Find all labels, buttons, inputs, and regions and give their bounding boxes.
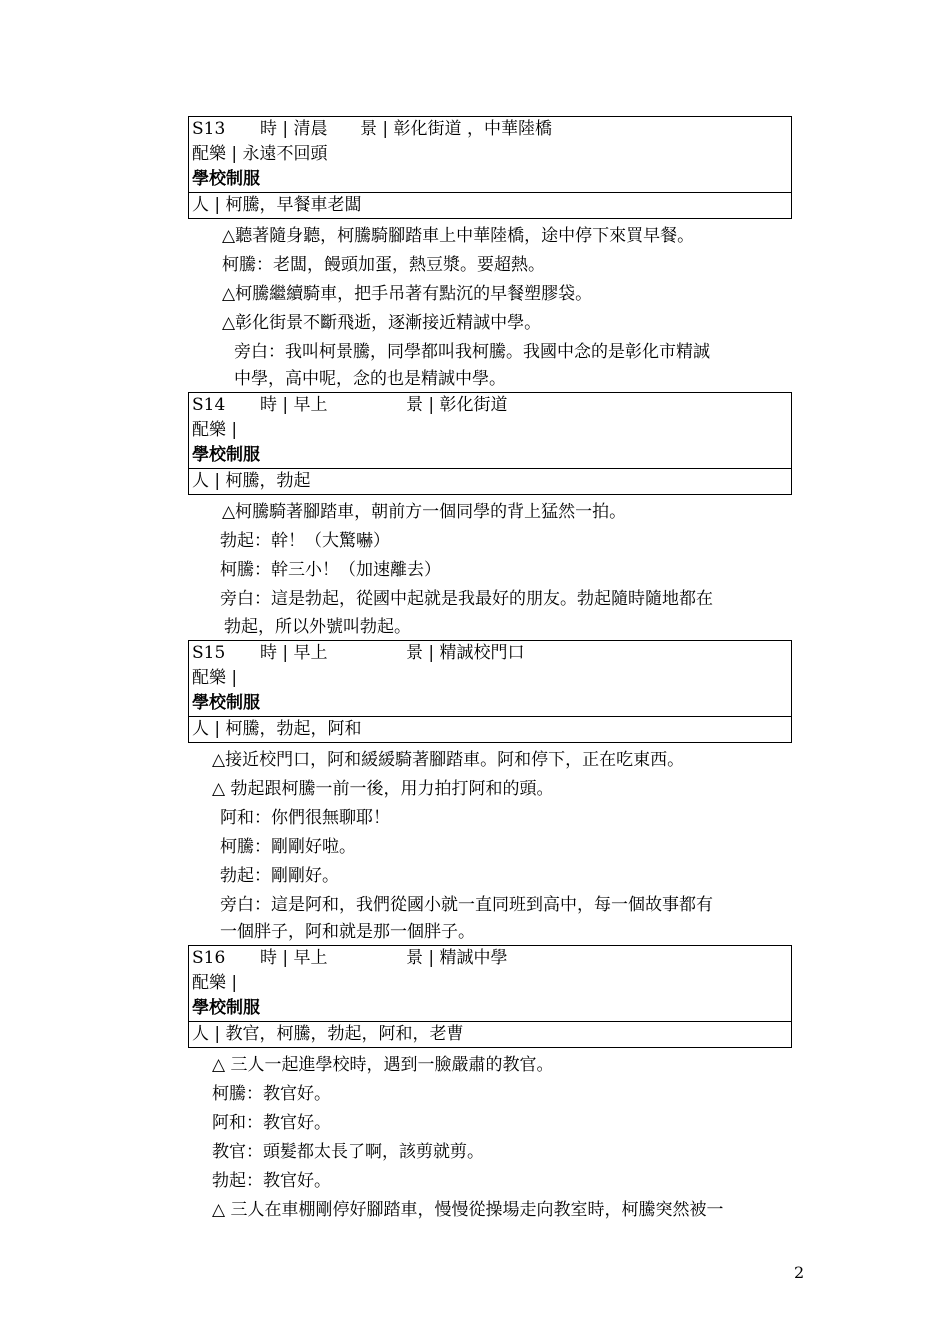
scene-info-row [189, 641, 791, 666]
script-line: 中學，高中呢，念的也是精誠中學。 [234, 369, 506, 389]
scene-costume: 學校制服 [192, 169, 260, 189]
scene-place: 景 | 彰化街道 ，中華陸橋 [360, 119, 552, 139]
scene-code: S15 [192, 643, 226, 663]
scene-time: 時 | 早上 [260, 948, 328, 968]
scene-info-row [189, 946, 791, 971]
scene-header-s16 [188, 945, 792, 1048]
script-line: △ 勃起跟柯騰一前一後，用力拍打阿和的頭。 [212, 779, 554, 799]
scene-music: 配樂 | [192, 973, 238, 993]
scene-place: 景 | 精誠中學 [406, 948, 508, 968]
script-line: 旁白：我叫柯景騰，同學都叫我柯騰。我國中念的是彰化市精誠 [234, 342, 710, 362]
script-line: 阿和：教官好。 [212, 1113, 331, 1133]
script-line: △聽著隨身聽，柯騰騎腳踏車上中華陸橋，途中停下來買早餐。 [222, 226, 695, 246]
script-line: 阿和：你們很無聊耶！ [220, 808, 390, 828]
scene-people: 人 | 柯騰，勃起，阿和 [189, 716, 791, 742]
scene-music: 配樂 | [192, 420, 238, 440]
script-line: 教官：頭髮都太長了啊，該剪就剪。 [212, 1142, 484, 1162]
scene-costume: 學校制服 [192, 693, 260, 713]
scene-people: 人 | 柯騰，早餐車老闆 [189, 192, 791, 218]
scene-people: 人 | 教官，柯騰，勃起，阿和，老曹 [189, 1021, 791, 1047]
scene-place: 景 | 彰化街道 [406, 395, 508, 415]
script-line: △柯騰繼續騎車，把手吊著有點沉的早餐塑膠袋。 [222, 284, 593, 304]
script-line: 一個胖子，阿和就是那一個胖子。 [220, 922, 475, 942]
scene-header-s15 [188, 640, 792, 743]
script-line: △ 三人一起進學校時，遇到一臉嚴肅的教官。 [212, 1055, 554, 1075]
script-line: 旁白：這是阿和，我們從國小就一直同班到高中，每一個故事都有 [220, 895, 713, 915]
script-line: 勃起：剛剛好。 [220, 866, 339, 886]
scene-people: 人 | 柯騰，勃起 [189, 468, 791, 494]
script-line: △柯騰騎著腳踏車，朝前方一個同學的背上猛然一拍。 [222, 502, 627, 522]
script-line: 柯騰：剛剛好啦。 [220, 837, 356, 857]
script-line: 柯騰：幹三小！（加速離去） [220, 560, 441, 580]
scene-code: S16 [192, 948, 226, 968]
scene-header-s13 [188, 116, 792, 219]
scene-place: 景 | 精誠校門口 [406, 643, 525, 663]
scene-info-row [189, 393, 791, 418]
scene-header-s14 [188, 392, 792, 495]
script-line: △彰化街景不斷飛逝，逐漸接近精誠中學。 [222, 313, 542, 333]
script-line: 旁白：這是勃起，從國中起就是我最好的朋友。勃起隨時隨地都在 [220, 589, 713, 609]
scene-time: 時 | 早上 [260, 395, 328, 415]
scene-music: 配樂 | 永遠不回頭 [192, 144, 328, 164]
script-line: 勃起：幹！（大驚嚇） [220, 531, 390, 551]
script-line: 勃起：教官好。 [212, 1171, 331, 1191]
scene-music: 配樂 | [192, 668, 238, 688]
scene-code: S13 [192, 119, 226, 139]
scene-time: 時 | 清晨 [260, 119, 328, 139]
script-line: 柯騰：教官好。 [212, 1084, 331, 1104]
script-line: 勃起，所以外號叫勃起。 [224, 617, 411, 637]
scene-code: S14 [192, 395, 226, 415]
scene-costume: 學校制服 [192, 998, 260, 1018]
script-line: △接近校門口，阿和緩緩騎著腳踏車。阿和停下，正在吃東西。 [212, 750, 685, 770]
script-line: 柯騰：老闆，饅頭加蛋，熱豆漿。要超熱。 [222, 255, 545, 275]
scene-time: 時 | 早上 [260, 643, 328, 663]
script-line: △ 三人在車棚剛停好腳踏車，慢慢從操場走向教室時，柯騰突然被一 [212, 1200, 724, 1220]
page-number: 2 [794, 1263, 805, 1282]
scene-costume: 學校制服 [192, 445, 260, 465]
scene-info-row [189, 117, 791, 142]
